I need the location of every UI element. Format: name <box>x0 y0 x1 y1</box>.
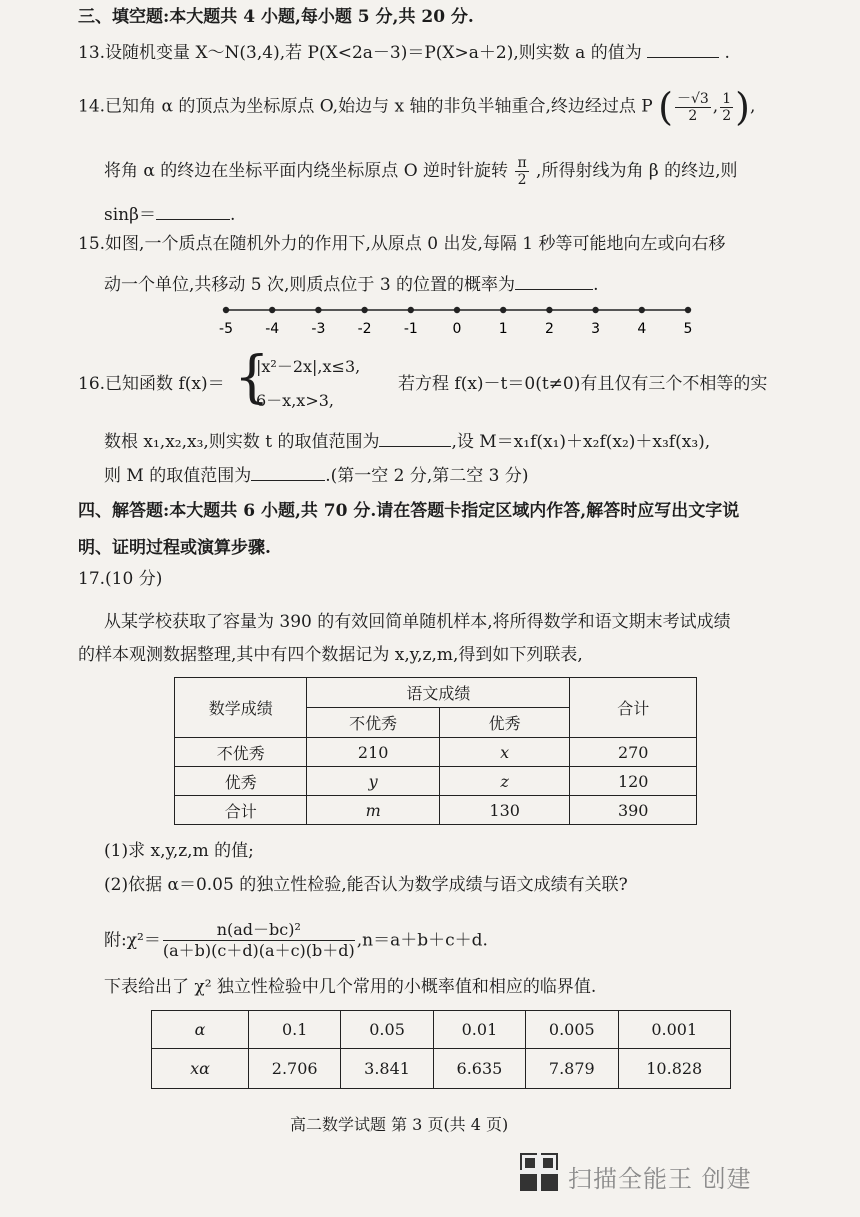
qr-code-icon <box>520 1153 558 1191</box>
table-cell: 合计 <box>175 796 307 825</box>
q15-period: . <box>593 275 599 295</box>
q14-period: . <box>229 205 236 225</box>
table-header-not-excellent: 不优秀 <box>307 708 440 738</box>
crit-alpha-cell: 0.01 <box>433 1011 525 1049</box>
q17-subquestion-2: (2)依据 α＝0.05 的独立性检验,能否认为数学成绩与语文成绩有关联? <box>104 875 628 895</box>
q14-rot-num: π <box>517 155 527 171</box>
page-footer: 高二数学试题 第 3 页(共 4 页) <box>290 1115 509 1134</box>
q14-line2-pre: 将角 α 的终边在坐标平面内绕坐标原点 O 逆时针旋转 <box>104 161 509 181</box>
table-cell: x <box>439 738 570 767</box>
number-line-point <box>592 307 598 313</box>
table-cell: z <box>439 767 570 796</box>
q13-answer-blank <box>647 41 719 58</box>
q15-answer-blank <box>515 273 593 290</box>
q16-line2-pre: 数根 x₁,x₂,x₃,则实数 t 的取值范围为 <box>104 432 380 452</box>
crit-x-cell: 2.706 <box>249 1049 341 1089</box>
table-cell: 120 <box>570 767 697 796</box>
crit-x-cell: 6.635 <box>433 1049 525 1089</box>
section3-title: 三、填空题:本大题共 4 小题,每小题 5 分,共 20 分. <box>78 7 474 27</box>
q14-line2-post: ,所得射线为角 β 的终边,则 <box>536 161 738 181</box>
q17-paragraph-1: 从某学校获取了容量为 390 的有效回简单随机样本,将所得数学和语文期末考试成绩 <box>104 612 731 632</box>
q14-answer-blank <box>156 203 230 220</box>
table-cell: 不优秀 <box>175 738 307 767</box>
number-line-point <box>223 307 229 313</box>
q15-line1: 15.如图,一个质点在随机外力的作用下,从原点 0 出发,每隔 1 秒等可能地向左或向右移 <box>78 234 726 254</box>
q16-case1: |x²－2x|,x≤3, <box>256 357 361 376</box>
table-row <box>175 767 697 796</box>
q16-blank-1 <box>379 430 451 447</box>
table-cell: y <box>307 767 440 796</box>
q16-line3-post: .(第一空 2 分,第二空 3 分) <box>325 466 529 486</box>
table-cell: 390 <box>570 796 697 825</box>
crit-x-cell: 3.841 <box>341 1049 433 1089</box>
crit-alpha-cell: 0.005 <box>526 1011 618 1049</box>
q14-line3 <box>104 203 235 226</box>
table-row <box>175 796 697 825</box>
crit-x-label: xα <box>152 1049 249 1089</box>
table-cell: 130 <box>439 796 570 825</box>
number-line-ticks <box>219 307 692 337</box>
scanner-watermark <box>520 1153 780 1197</box>
critical-value-table <box>151 1010 731 1089</box>
number-line-label: 1 <box>498 321 508 337</box>
number-line-label: 4 <box>637 321 647 337</box>
section4-line1: 四、解答题:本大题共 6 小题,共 70 分.请在答题卡指定区域内作答,解答时应写出文字说 <box>78 501 740 521</box>
crit-alpha-cell: 0.1 <box>249 1011 341 1049</box>
crit-x-cell: 10.828 <box>618 1049 731 1089</box>
q14-py-fraction <box>720 91 733 124</box>
q16-line2 <box>104 430 710 453</box>
q13-period: . <box>724 43 730 63</box>
q14-rot-den: 2 <box>517 172 527 188</box>
table-header-excellent: 优秀 <box>439 708 570 738</box>
contingency-table <box>174 677 697 825</box>
number-line-point <box>361 307 367 313</box>
table-header-chinese: 语文成绩 <box>307 678 570 708</box>
number-line-label: -3 <box>311 321 326 337</box>
q14-rotation-fraction <box>515 155 528 188</box>
q16-line1-post: 若方程 f(x)－t＝0(t≠0)有且仅有三个不相等的实 <box>398 374 768 394</box>
q14-py-den: 2 <box>722 107 732 124</box>
q14-px-den: 2 <box>688 107 698 124</box>
formula-numerator: n(ad－bc)² <box>163 920 355 941</box>
number-line-point <box>454 307 460 313</box>
q16-case2: 6－x,x>3, <box>256 391 334 410</box>
number-line <box>219 300 702 340</box>
number-line-label: 3 <box>591 321 601 337</box>
q17-head: 17.(10 分) <box>78 569 163 589</box>
table-header-math: 数学成绩 <box>175 678 307 738</box>
chi-square-formula <box>104 920 488 970</box>
table-header-total: 合计 <box>570 678 697 738</box>
watermark-text: 扫描全能王 创建 <box>568 1165 752 1193</box>
q14-py-num: 1 <box>722 90 732 107</box>
question-14: 14.已知角 α 的顶点为坐标原点 O,始边与 x 轴的非负半轴重合,终边经过点 P ( $\frac{-√3}{2}$ , $\frac{1}{2}$ ), <box>78 85 756 129</box>
number-line-label: 0 <box>452 321 462 337</box>
question-13 <box>78 41 730 64</box>
q16-line2-post: ,设 M＝x₁f(x₁)＋x₂f(x₂)＋x₃f(x₃), <box>451 432 711 452</box>
q15-line2-text: 动一个单位,共移动 5 次,则质点位于 3 的位置的概率为 <box>104 275 516 295</box>
formula-prefix: 附:χ²＝ <box>104 930 161 951</box>
crit-alpha-label: α <box>152 1011 249 1049</box>
q14-paren-close: ) <box>735 85 750 129</box>
number-line-point <box>269 307 275 313</box>
table-row <box>152 1011 731 1049</box>
q14-px-num: －√3 <box>676 90 709 107</box>
q16-line3 <box>104 464 529 487</box>
number-line-label: -1 <box>403 321 418 337</box>
number-line-label: -5 <box>219 321 233 337</box>
q14-px-fraction <box>675 91 711 124</box>
q17-paragraph-2: 的样本观测数据整理,其中有四个数据记为 x,y,z,m,得到如下列联表, <box>78 645 583 665</box>
number-line-point <box>500 307 506 313</box>
q16-prefix: 16.已知函数 f(x)＝ <box>78 374 225 394</box>
crit-alpha-cell: 0.05 <box>341 1011 433 1049</box>
q16-blank-2 <box>251 464 325 481</box>
number-line-point <box>546 307 552 313</box>
table-row <box>175 738 697 767</box>
number-line-point <box>408 307 414 313</box>
q14-sinbeta: sinβ＝ <box>104 205 156 225</box>
table-cell: m <box>307 796 440 825</box>
formula-suffix: ,n＝a＋b＋c＋d. <box>356 930 488 951</box>
q13-text: 13.设随机变量 X～N(3,4),若 P(X<2a－3)＝P(X>a＋2),则实数 a 的值为 <box>78 43 642 63</box>
formula-fraction <box>163 920 355 961</box>
table-cell: 270 <box>570 738 697 767</box>
table-cell: 210 <box>307 738 440 767</box>
q15-line2 <box>104 273 598 296</box>
q17-note: 下表给出了 χ² 独立性检验中几个常用的小概率值和相应的临界值. <box>104 977 597 997</box>
number-line-point <box>685 307 691 313</box>
number-line-label: 2 <box>544 321 554 337</box>
q16-piecewise-brace: { <box>234 345 270 410</box>
q17-subquestion-1: (1)求 x,y,z,m 的值; <box>104 841 254 861</box>
section4-line2: 明、证明过程或演算步骤. <box>78 538 271 558</box>
q14-paren-open: ( <box>658 85 673 129</box>
crit-x-cell: 7.879 <box>526 1049 618 1089</box>
number-line-point <box>315 307 321 313</box>
formula-denominator: (a＋b)(c＋d)(a＋c)(b＋d) <box>162 941 355 960</box>
number-line-label: 5 <box>683 321 693 337</box>
q14-line2 <box>104 155 738 188</box>
table-row <box>152 1049 731 1089</box>
crit-alpha-cell: 0.001 <box>618 1011 731 1049</box>
q16-line3-pre: 则 M 的取值范围为 <box>104 466 252 486</box>
table-cell: 优秀 <box>175 767 307 796</box>
number-line-label: -2 <box>357 321 372 337</box>
q14-line1: 14.已知角 α 的顶点为坐标原点 O,始边与 x 轴的非负半轴重合,终边经过点 P <box>78 96 653 117</box>
number-line-point <box>639 307 645 313</box>
number-line-label: -4 <box>265 321 280 337</box>
